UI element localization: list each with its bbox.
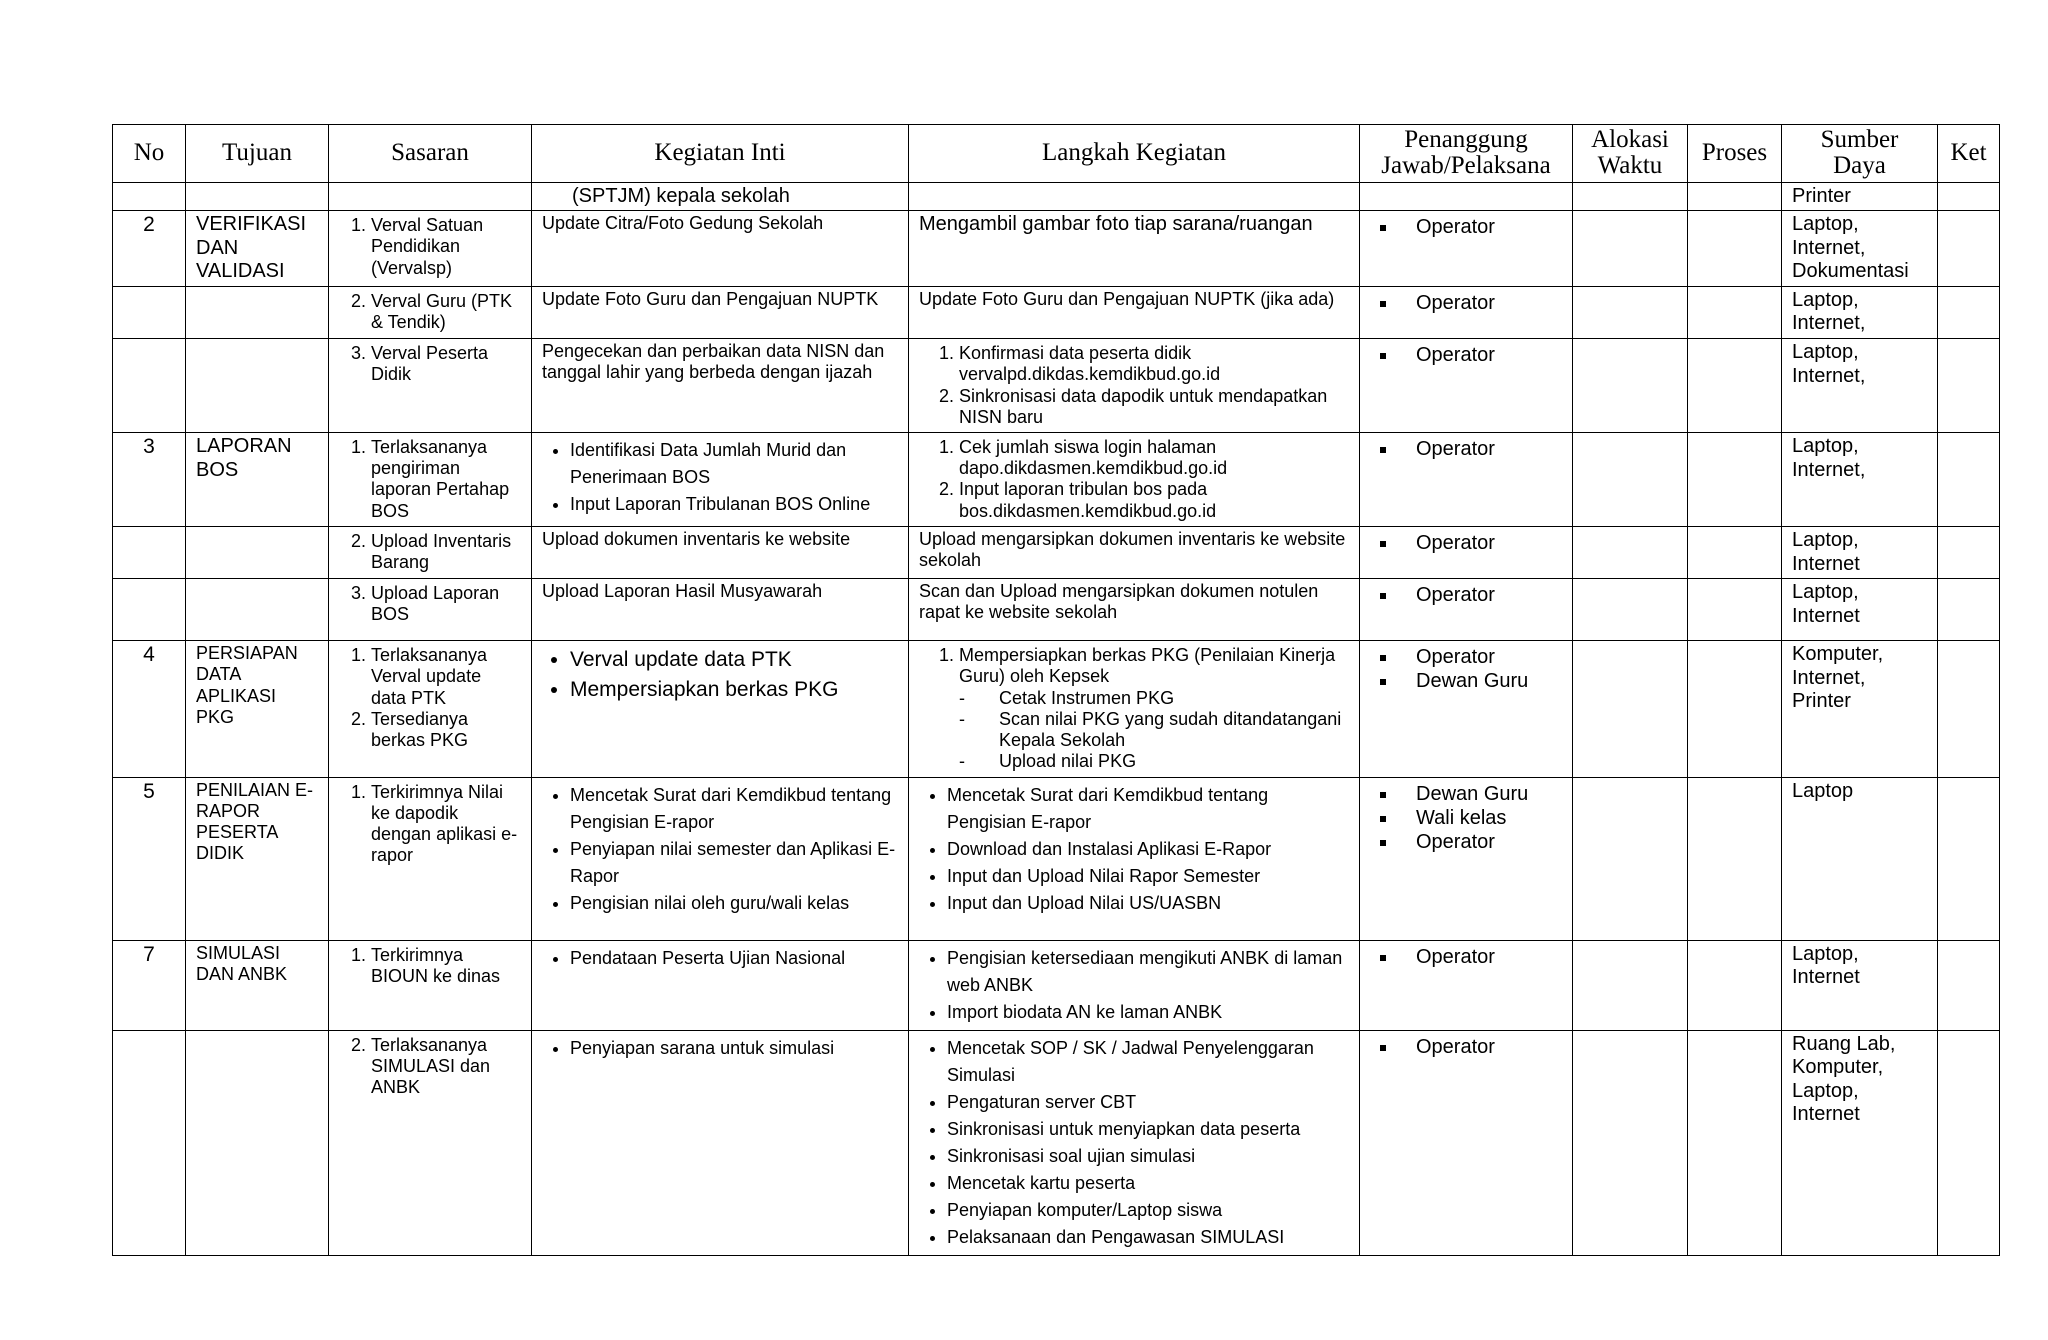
sasaran-item: 2. Verval Guru (PTK & Tendik) — [371, 291, 521, 333]
cell-sasaran — [329, 940, 532, 1030]
cell-pj — [1360, 1030, 1573, 1255]
langkah-item: • Mencetak SOP / SK / Jadwal Penyelenggaran Simulasi — [947, 1035, 1349, 1089]
cell-langkah — [909, 777, 1360, 940]
cell-sumber-daya: Laptop, Internet — [1782, 526, 1938, 578]
cell-langkah — [909, 940, 1360, 1030]
cell-tujuan — [186, 579, 329, 641]
cell-proses — [1688, 579, 1782, 641]
cell-ket — [1938, 940, 2000, 1030]
header-kegiatan-inti: Kegiatan Inti — [532, 125, 909, 183]
cell-tujuan: VERIFIKASI DAN VALIDASI — [186, 211, 329, 287]
cell-no: 4 — [113, 641, 186, 777]
langkah-item — [959, 645, 1349, 772]
cell-proses — [1688, 777, 1782, 940]
cell-no — [113, 526, 186, 578]
cell-pj — [1360, 433, 1573, 527]
sasaran-item: 1. Terkirimnya Nilai ke dapodik dengan aplikasi e-rapor — [371, 782, 521, 867]
langkah-item: 1. Cek jumlah siswa login halaman dapo.dikdasmen.kemdikbud.go.id — [959, 437, 1349, 479]
sasaran-item: 1. Verval Satuan Pendidikan (Vervalsp) — [371, 215, 521, 279]
cell-pj — [1360, 286, 1573, 338]
cell-sumber-daya: Komputer, Internet, Printer — [1782, 641, 1938, 777]
pj-item: ▪ Operator — [1398, 1035, 1562, 1059]
cell-langkah: Scan dan Upload mengarsipkan dokumen notulen rapat ke website sekolah — [909, 579, 1360, 641]
cell-sumber-daya: Printer — [1782, 182, 1938, 211]
cell-pj — [1360, 777, 1573, 940]
langkah-main: Mempersiapkan berkas PKG (Penilaian Kinerja Guru) oleh Kepsek — [959, 645, 1336, 687]
cell-langkah: Update Foto Guru dan Pengajuan NUPTK (jika ada) — [909, 286, 1360, 338]
cell-langkah: Mengambil gambar foto tiap sarana/ruangan — [909, 211, 1360, 287]
cell-kegiatan: Update Foto Guru dan Pengajuan NUPTK — [532, 286, 909, 338]
sasaran-item: 3. Verval Peserta Didik — [371, 343, 521, 385]
cell-proses — [1688, 1030, 1782, 1255]
cell-sasaran — [329, 526, 532, 578]
pj-item: ▪ Operator — [1398, 945, 1562, 969]
table-row — [113, 940, 2000, 1030]
cell-sumber-daya: Laptop — [1782, 777, 1938, 940]
header-ket: Ket — [1938, 125, 2000, 183]
cell-alokasi — [1573, 339, 1688, 433]
cell-kegiatan: Pengecekan dan perbaikan data NISN dan tanggal lahir yang berbeda dengan ijazah — [532, 339, 909, 433]
cell-sasaran — [329, 182, 532, 211]
cell-ket — [1938, 526, 2000, 578]
sasaran-item: 2. Upload Inventaris Barang — [371, 531, 521, 573]
cell-proses — [1688, 211, 1782, 287]
pj-item: ▪ Operator — [1398, 291, 1562, 315]
langkah-item: • Pengisian ketersediaan mengikuti ANBK di laman web ANBK — [947, 945, 1349, 999]
cell-alokasi — [1573, 182, 1688, 211]
cell-langkah — [909, 641, 1360, 777]
langkah-item: 1. Konfirmasi data peserta didik vervalpd.dikdas.kemdikbud.go.id — [959, 343, 1349, 385]
cell-no — [113, 1030, 186, 1255]
cell-pj — [1360, 182, 1573, 211]
cell-no: 2 — [113, 211, 186, 287]
cell-no — [113, 286, 186, 338]
pj-item: ▪ Wali kelas — [1398, 806, 1562, 830]
header-langkah-kegiatan: Langkah Kegiatan — [909, 125, 1360, 183]
cell-alokasi — [1573, 433, 1688, 527]
table-row — [113, 286, 2000, 338]
cell-langkah — [909, 1030, 1360, 1255]
kegiatan-item: • Pengisian nilai oleh guru/wali kelas — [570, 890, 898, 917]
header-tujuan: Tujuan — [186, 125, 329, 183]
table-row — [113, 641, 2000, 777]
langkah-item: • Mencetak Surat dari Kemdikbud tentang Pengisian E-rapor — [947, 782, 1349, 836]
cell-no — [113, 579, 186, 641]
cell-sasaran — [329, 579, 532, 641]
cell-sumber-daya: Laptop, Internet — [1782, 940, 1938, 1030]
langkah-sub-item: - Cetak Instrumen PKG — [999, 688, 1349, 709]
langkah-item: • Input dan Upload Nilai US/UASBN — [947, 890, 1349, 917]
cell-langkah: Upload mengarsipkan dokumen inventaris ke website sekolah — [909, 526, 1360, 578]
langkah-item: 2. Sinkronisasi data dapodik untuk mendapatkan NISN baru — [959, 386, 1349, 428]
kegiatan-item: • Identifikasi Data Jumlah Murid dan Penerimaan BOS — [570, 437, 898, 491]
cell-alokasi — [1573, 641, 1688, 777]
cell-proses — [1688, 286, 1782, 338]
cell-proses — [1688, 433, 1782, 527]
cell-alokasi — [1573, 777, 1688, 940]
sasaran-item: 3. Upload Laporan BOS — [371, 583, 521, 625]
cell-ket — [1938, 777, 2000, 940]
cell-sasaran — [329, 339, 532, 433]
cell-alokasi — [1573, 211, 1688, 287]
langkah-item: • Pelaksanaan dan Pengawasan SIMULASI — [947, 1224, 1349, 1251]
pj-item: ▪ Operator — [1398, 830, 1562, 854]
header-penanggung-jawab: Penanggung Jawab/Pelaksana — [1360, 125, 1573, 183]
kegiatan-item: • Pendataan Peserta Ujian Nasional — [570, 945, 898, 972]
cell-kegiatan — [532, 1030, 909, 1255]
kegiatan-item: • Penyiapan sarana untuk simulasi — [570, 1035, 898, 1062]
cell-tujuan — [186, 286, 329, 338]
cell-sumber-daya: Ruang Lab, Komputer, Laptop, Internet — [1782, 1030, 1938, 1255]
langkah-item: • Input dan Upload Nilai Rapor Semester — [947, 863, 1349, 890]
pj-item: ▪ Dewan Guru — [1398, 782, 1562, 806]
cell-sumber-daya: Laptop, Internet — [1782, 579, 1938, 641]
cell-sumber-daya: Laptop, Internet, — [1782, 433, 1938, 527]
cell-kegiatan — [532, 182, 909, 211]
langkah-item: • Penyiapan komputer/Laptop siswa — [947, 1197, 1349, 1224]
cell-tujuan — [186, 182, 329, 211]
cell-kegiatan — [532, 641, 909, 777]
langkah-item: • Sinkronisasi untuk menyiapkan data peserta — [947, 1116, 1349, 1143]
langkah-sub-item: - Upload nilai PKG — [999, 751, 1349, 772]
cell-alokasi — [1573, 286, 1688, 338]
cell-kegiatan: Upload Laporan Hasil Musyawarah — [532, 579, 909, 641]
cell-kegiatan: Update Citra/Foto Gedung Sekolah — [532, 211, 909, 287]
header-sumber-daya: Sumber Daya — [1782, 125, 1938, 183]
langkah-item: 2. Input laporan tribulan bos pada bos.dikdasmen.kemdikbud.go.id — [959, 479, 1349, 521]
sasaran-item: 1. Terlaksananya Verval update data PTK — [371, 645, 521, 709]
cell-no — [113, 339, 186, 433]
cell-ket — [1938, 1030, 2000, 1255]
cell-sumber-daya: Laptop, Internet, Dokumentasi — [1782, 211, 1938, 287]
cell-sasaran — [329, 1030, 532, 1255]
kegiatan-item: • Penyiapan nilai semester dan Aplikasi E-Rapor — [570, 836, 898, 890]
cell-sumber-daya: Laptop, Internet, — [1782, 286, 1938, 338]
cell-tujuan: SIMULASI DAN ANBK — [186, 940, 329, 1030]
cell-sasaran — [329, 777, 532, 940]
cell-alokasi — [1573, 526, 1688, 578]
cell-sumber-daya: Laptop, Internet, — [1782, 339, 1938, 433]
pj-item: ▪ Operator — [1398, 437, 1562, 461]
table-row — [113, 1030, 2000, 1255]
cell-tujuan — [186, 1030, 329, 1255]
cell-sasaran — [329, 286, 532, 338]
cell-ket — [1938, 339, 2000, 433]
pj-item: ▪ Operator — [1398, 343, 1562, 367]
cell-langkah — [909, 339, 1360, 433]
cell-kegiatan: Upload dokumen inventaris ke website — [532, 526, 909, 578]
cell-sasaran — [329, 433, 532, 527]
table-row — [113, 211, 2000, 287]
cell-proses — [1688, 940, 1782, 1030]
header-no: No — [113, 125, 186, 183]
cell-kegiatan — [532, 433, 909, 527]
langkah-sub-item: - Scan nilai PKG yang sudah ditandatangani Kepala Sekolah — [999, 709, 1349, 751]
table-row — [113, 339, 2000, 433]
kegiatan-item: • Mempersiapkan berkas PKG — [570, 675, 898, 704]
header-proses: Proses — [1688, 125, 1782, 183]
cell-tujuan: LAPORAN BOS — [186, 433, 329, 527]
langkah-item: • Mencetak kartu peserta — [947, 1170, 1349, 1197]
table-row — [113, 182, 2000, 211]
cell-tujuan — [186, 339, 329, 433]
header-alokasi-waktu: Alokasi Waktu — [1573, 125, 1688, 183]
pj-item: ▪ Operator — [1398, 215, 1562, 239]
table-row — [113, 777, 2000, 940]
table-row — [113, 526, 2000, 578]
cell-alokasi — [1573, 1030, 1688, 1255]
cell-ket — [1938, 433, 2000, 527]
table-row — [113, 433, 2000, 527]
table-header-row — [113, 125, 2000, 183]
cell-ket — [1938, 182, 2000, 211]
cell-pj — [1360, 940, 1573, 1030]
pj-item: ▪ Operator — [1398, 531, 1562, 555]
sasaran-item: 1. Terkirimnya BIOUN ke dinas — [371, 945, 521, 987]
cell-sasaran — [329, 641, 532, 777]
kegiatan-item: • Verval update data PTK — [570, 645, 898, 674]
cell-ket — [1938, 211, 2000, 287]
cell-no: 7 — [113, 940, 186, 1030]
cell-ket — [1938, 641, 2000, 777]
cell-pj — [1360, 339, 1573, 433]
cell-proses — [1688, 339, 1782, 433]
cell-tujuan — [186, 526, 329, 578]
langkah-item: • Import biodata AN ke laman ANBK — [947, 999, 1349, 1026]
cell-proses — [1688, 182, 1782, 211]
cell-proses — [1688, 641, 1782, 777]
cell-pj — [1360, 641, 1573, 777]
pj-item: ▪ Operator — [1398, 645, 1562, 669]
cell-no: 3 — [113, 433, 186, 527]
cell-no — [113, 182, 186, 211]
cell-pj — [1360, 211, 1573, 287]
pj-item: ▪ Dewan Guru — [1398, 669, 1562, 693]
cell-ket — [1938, 286, 2000, 338]
cell-tujuan: PENILAIAN E-RAPOR PESERTA DIDIK — [186, 777, 329, 940]
pj-item: ▪ Operator — [1398, 583, 1562, 607]
cell-no: 5 — [113, 777, 186, 940]
kegiatan-text: (SPTJM) kepala sekolah — [572, 184, 790, 207]
cell-tujuan: PERSIAPAN DATA APLIKASI PKG — [186, 641, 329, 777]
table-row — [113, 579, 2000, 641]
cell-alokasi — [1573, 940, 1688, 1030]
cell-ket — [1938, 579, 2000, 641]
langkah-item: • Pengaturan server CBT — [947, 1089, 1349, 1116]
cell-pj — [1360, 526, 1573, 578]
activity-plan-table — [112, 124, 2000, 1256]
cell-pj — [1360, 579, 1573, 641]
sasaran-item: 2. Terlaksananya SIMULASI dan ANBK — [371, 1035, 521, 1099]
cell-alokasi — [1573, 579, 1688, 641]
cell-langkah — [909, 433, 1360, 527]
langkah-item: • Sinkronisasi soal ujian simulasi — [947, 1143, 1349, 1170]
cell-langkah — [909, 182, 1360, 211]
header-sasaran: Sasaran — [329, 125, 532, 183]
cell-proses — [1688, 526, 1782, 578]
cell-kegiatan — [532, 777, 909, 940]
kegiatan-item: • Mencetak Surat dari Kemdikbud tentang Pengisian E-rapor — [570, 782, 898, 836]
sasaran-item: 1. Terlaksananya pengiriman laporan Pertahap BOS — [371, 437, 521, 522]
kegiatan-item: • Input Laporan Tribulanan BOS Online — [570, 491, 898, 518]
sasaran-item: 2. Tersedianya berkas PKG — [371, 709, 521, 751]
cell-sasaran — [329, 211, 532, 287]
cell-kegiatan — [532, 940, 909, 1030]
langkah-item: • Download dan Instalasi Aplikasi E-Rapor — [947, 836, 1349, 863]
